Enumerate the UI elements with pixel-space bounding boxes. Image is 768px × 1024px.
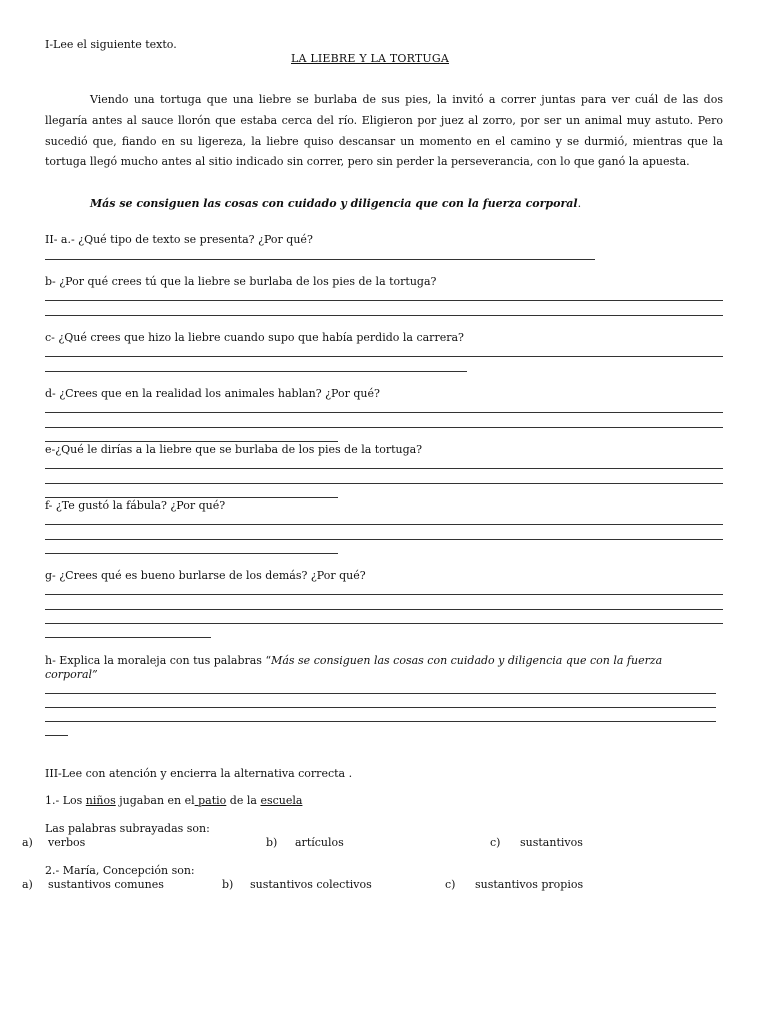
question-c: c- ¿Qué crees que hizo la liebre cuando supo que había perdido la carrera? [45, 331, 464, 344]
question-b: b- ¿Por qué crees tú que la liebre se burlaba de los pies de la tortuga? [45, 275, 437, 288]
moral-statement: Más se consiguen las cosas con cuidado y diligencia que con la fuerza corporal. [90, 197, 582, 210]
question-f: f- ¿Te gustó la fábula? ¿Por qué? [45, 499, 226, 512]
question-e: e-¿Qué le dirías a la liebre que se burlaba de los pies de la tortuga? [45, 443, 423, 456]
answer-line[interactable] [45, 497, 338, 498]
answer-line[interactable] [45, 300, 723, 301]
question-h: h- Explica la moraleja con tus palabras “Más se consiguen las cosas con cuidado y diligencia que con la fuerza [45, 654, 663, 667]
answer-line[interactable] [45, 707, 716, 708]
answer-line[interactable] [45, 609, 723, 610]
answer-line[interactable] [45, 412, 723, 413]
item1-option-c-letter[interactable]: c) [490, 836, 501, 849]
item1-option-a-letter[interactable]: a) [22, 836, 33, 849]
answer-line[interactable] [45, 427, 723, 428]
question-a: II- a.- ¿Qué tipo de texto se presenta? ¿Por qué? [45, 233, 313, 246]
instruction-read: I-Lee el siguiente texto. [45, 38, 177, 51]
answer-line[interactable] [45, 468, 723, 469]
answer-line[interactable] [45, 553, 338, 554]
answer-line[interactable] [45, 315, 723, 316]
item2-option-a[interactable]: sustantivos comunes [48, 878, 164, 891]
answer-line[interactable] [45, 594, 723, 595]
item2-option-b-letter[interactable]: b) [222, 878, 234, 891]
answer-line[interactable] [45, 539, 723, 540]
answer-line[interactable] [45, 356, 723, 357]
answer-line[interactable] [45, 524, 723, 525]
item2-option-c-letter[interactable]: c) [445, 878, 456, 891]
item1-option-b[interactable]: artículos [295, 836, 344, 849]
item1-prompt: Las palabras subrayadas son: [45, 822, 210, 835]
answer-line[interactable] [45, 637, 211, 638]
section3-instruction: III-Lee con atención y encierra la alternativa correcta . [45, 767, 353, 780]
item1-option-b-letter[interactable]: b) [266, 836, 278, 849]
item2-option-b[interactable]: sustantivos colectivos [250, 878, 372, 891]
question-d: d- ¿Crees que en la realidad los animales hablan? ¿Por qué? [45, 387, 380, 400]
question-g: g- ¿Crees qué es bueno burlarse de los demás? ¿Por qué? [45, 569, 366, 582]
question-h-cont: corporal” [45, 668, 98, 681]
item1-option-c[interactable]: sustantivos [520, 836, 583, 849]
story-paragraph [45, 90, 723, 173]
answer-line[interactable] [45, 483, 723, 484]
answer-line[interactable] [45, 721, 716, 722]
story-text: Viendo una tortuga que una liebre se burlaba de sus pies, la invitó a correr juntas para ver cuál de las dos llegaría antes al sauce llorón que estaba cerca del río. Eligieron por juez al zorro, por ser un animal muy astuto. Pero sucedió que, fiando en su ligereza, la liebre quiso descansar un momento en el camino y se durmió, mientras que la tortuga llegó mucho antes al sitio indicado sin correr, pero sin perder la perseverancia, con lo que ganó la apuesta. [45, 93, 723, 169]
answer-line[interactable] [45, 693, 716, 694]
item2-prompt: 2.- María, Concepción son: [45, 864, 195, 877]
item2-option-c[interactable]: sustantivos propios [475, 878, 584, 891]
answer-line[interactable] [45, 623, 723, 624]
story-title: LA LIEBRE Y LA TORTUGA [291, 52, 450, 65]
answer-line[interactable] [45, 259, 595, 260]
item1-sentence: 1.- Los niños jugaban en el patio de la escuela [45, 794, 303, 807]
answer-line[interactable] [45, 441, 338, 442]
answer-line[interactable] [45, 735, 68, 736]
answer-line[interactable] [45, 371, 467, 372]
item1-option-a[interactable]: verbos [48, 836, 86, 849]
item2-option-a-letter[interactable]: a) [22, 878, 33, 891]
